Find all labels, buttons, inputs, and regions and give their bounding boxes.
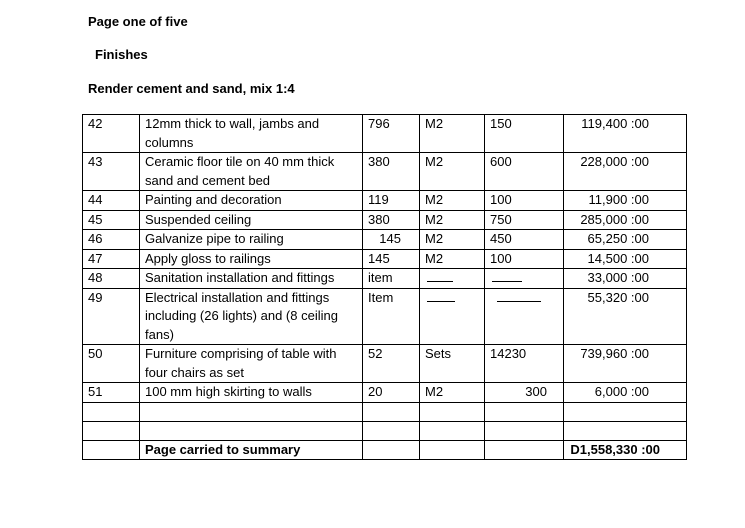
- table-row: [83, 115, 687, 153]
- item-description: Painting and decoration: [140, 191, 363, 211]
- item-unit: [420, 288, 485, 345]
- item-number: 49: [83, 288, 140, 345]
- item-unit: M2: [420, 115, 485, 153]
- item-description: 12mm thick to wall, jambs and columns: [140, 115, 363, 153]
- item-amount: 11,900 :00: [564, 191, 687, 211]
- subsection-title: Render cement and sand, mix 1:4: [88, 81, 295, 96]
- item-number: 48: [83, 269, 140, 289]
- item-quantity: 796: [363, 115, 420, 153]
- item-rate: 100: [485, 249, 564, 269]
- table-row: [83, 345, 687, 383]
- item-unit: M2: [420, 230, 485, 250]
- item-amount: 6,000 :00: [564, 383, 687, 403]
- table-row: [83, 383, 687, 403]
- item-unit: [420, 269, 485, 289]
- item-quantity: 380: [363, 210, 420, 230]
- item-quantity: 380: [363, 153, 420, 191]
- item-unit: M2: [420, 153, 485, 191]
- item-description: Ceramic floor tile on 40 mm thick sand and cement bed: [140, 153, 363, 191]
- item-number: 43: [83, 153, 140, 191]
- item-number: 46: [83, 230, 140, 250]
- item-number: 44: [83, 191, 140, 211]
- item-amount: 285,000 :00: [564, 210, 687, 230]
- item-quantity: 52: [363, 345, 420, 383]
- table-row: [83, 153, 687, 191]
- item-number: 45: [83, 210, 140, 230]
- item-number: 51: [83, 383, 140, 403]
- item-amount: 65,250 :00: [564, 230, 687, 250]
- item-description: Galvanize pipe to railing: [140, 230, 363, 250]
- item-rate: 750: [485, 210, 564, 230]
- table-row: [83, 210, 687, 230]
- item-description: Sanitation installation and fittings: [140, 269, 363, 289]
- item-rate: 100: [485, 191, 564, 211]
- item-quantity: 119: [363, 191, 420, 211]
- bill-of-quantities-table: [82, 114, 687, 460]
- empty-row: [83, 421, 687, 440]
- section-title: Finishes: [95, 47, 148, 62]
- item-rate: 300: [485, 383, 564, 403]
- item-description: Suspended ceiling: [140, 210, 363, 230]
- item-rate: 450: [485, 230, 564, 250]
- item-unit: M2: [420, 191, 485, 211]
- item-description: 100 mm high skirting to walls: [140, 383, 363, 403]
- item-amount: 739,960 :00: [564, 345, 687, 383]
- item-number: 42: [83, 115, 140, 153]
- item-unit: M2: [420, 249, 485, 269]
- item-quantity: 145: [363, 249, 420, 269]
- item-number: 50: [83, 345, 140, 383]
- table-row: [83, 230, 687, 250]
- page-total: D1,558,330 :00: [564, 440, 687, 460]
- item-description: Furniture comprising of table with four chairs as set: [140, 345, 363, 383]
- item-rate: [485, 269, 564, 289]
- carried-to-summary-label: Page carried to summary: [140, 440, 363, 460]
- item-description: Electrical installation and fittings including (26 lights) and (8 ceiling fans): [140, 288, 363, 345]
- item-quantity: item: [363, 269, 420, 289]
- item-number: 47: [83, 249, 140, 269]
- item-rate: 600: [485, 153, 564, 191]
- item-amount: 14,500 :00: [564, 249, 687, 269]
- table-row: [83, 288, 687, 345]
- item-amount: 55,320 :00: [564, 288, 687, 345]
- item-amount: 119,400 :00: [564, 115, 687, 153]
- item-amount: 228,000 :00: [564, 153, 687, 191]
- item-unit: M2: [420, 383, 485, 403]
- page-label: Page one of five: [88, 14, 188, 29]
- item-unit: Sets: [420, 345, 485, 383]
- item-quantity: 20: [363, 383, 420, 403]
- item-rate: 14230: [485, 345, 564, 383]
- empty-row: [83, 402, 687, 421]
- item-amount: 33,000 :00: [564, 269, 687, 289]
- summary-row: [83, 440, 687, 460]
- item-quantity: Item: [363, 288, 420, 345]
- item-description: Apply gloss to railings: [140, 249, 363, 269]
- item-rate: [485, 288, 564, 345]
- item-quantity: 145: [363, 230, 420, 250]
- item-rate: 150: [485, 115, 564, 153]
- item-unit: M2: [420, 210, 485, 230]
- table-row: [83, 269, 687, 289]
- table-row: [83, 249, 687, 269]
- table-row: [83, 191, 687, 211]
